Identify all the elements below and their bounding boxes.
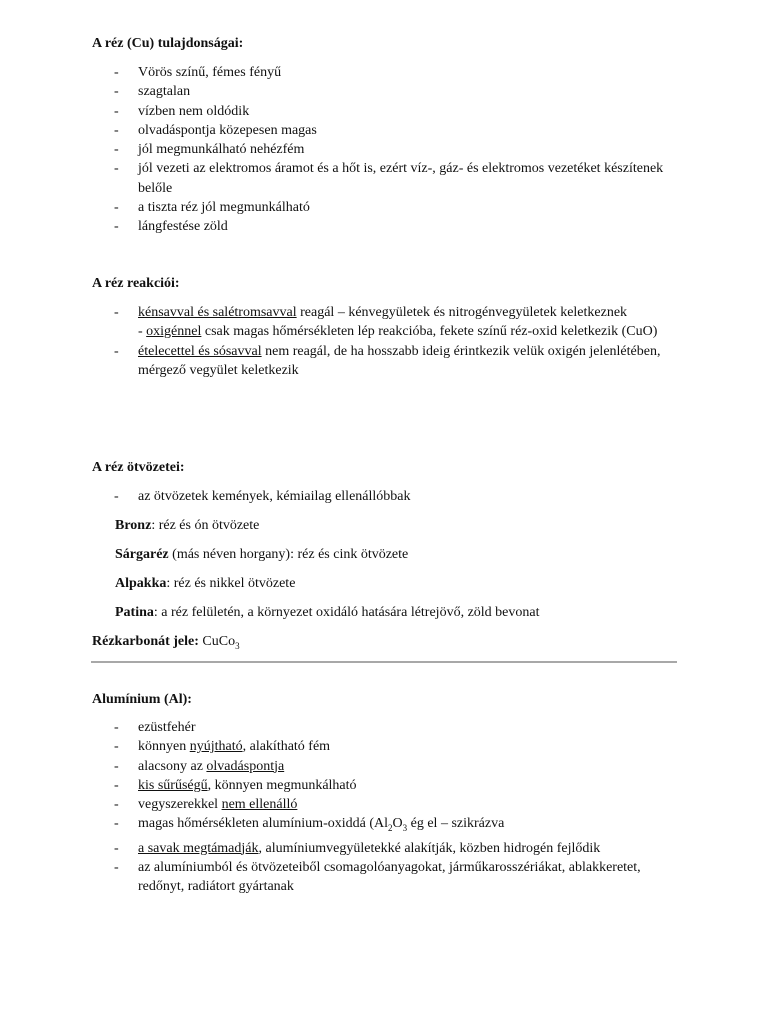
sargarez-label: Sárgaréz bbox=[115, 547, 169, 562]
list-item bbox=[92, 839, 682, 858]
aluminium-heading: Alumínium (Al): bbox=[92, 692, 192, 707]
list-item: - lángfestése zöld bbox=[92, 217, 682, 236]
text-part: magas hőmérsékleten alumínium-oxiddá (Al bbox=[138, 816, 388, 832]
list-item: - vízben nem oldódik bbox=[92, 102, 682, 121]
carbonate-subscript: 3 bbox=[235, 640, 240, 651]
oxygen-reaction-line bbox=[138, 322, 682, 341]
list-item bbox=[92, 342, 682, 381]
patina-label: Patina bbox=[115, 605, 154, 620]
list-item: - jól vezeti az elektromos áramot és a hőt is, ezért víz-, gáz- és elektromos vezetéket készítenek belőle bbox=[92, 159, 682, 198]
horizontal-divider bbox=[91, 661, 677, 663]
list-item bbox=[92, 776, 682, 795]
carbonate-formula: CuCo bbox=[198, 634, 236, 649]
aluminium-properties-list bbox=[92, 718, 682, 896]
reaction-text: csak magas hőmérsékleten lép reakcióba, fekete színű réz-oxid keletkezik (CuO) bbox=[201, 324, 658, 340]
vinegar-text: ételecettel és sósavval bbox=[138, 343, 262, 359]
alpakka-label: Alpakka bbox=[115, 576, 167, 591]
copper-alloys-list bbox=[92, 487, 682, 506]
underlined-text: nem ellenálló bbox=[221, 797, 298, 813]
copper-reactions-list bbox=[92, 303, 682, 380]
underlined-text: nyújtható bbox=[189, 739, 243, 755]
reaction-text: nem reagál, de ha hosszabb ideig érintkezik velük oxigén jelenlétében, mérgező vegyület keletkezik bbox=[138, 343, 661, 378]
list-item: - olvadáspontja közepesen magas bbox=[92, 121, 682, 140]
list-item: - Vörös színű, fémes fényű bbox=[92, 63, 682, 82]
copper-properties-list bbox=[92, 63, 682, 237]
bronz-label: Bronz bbox=[115, 518, 152, 533]
text-part: O bbox=[392, 816, 403, 832]
text-part: , alumíniumvegyületekké alakítják, közben hidrogén fejlődik bbox=[258, 840, 601, 856]
carbonate-label: Rézkarbonát jele: bbox=[92, 634, 199, 649]
patina-text: : a réz felületén, a környezet oxidáló hatására létrejövő, zöld bevonat bbox=[153, 605, 540, 620]
copper-reactions-heading: A réz reakciói: bbox=[92, 276, 180, 291]
list-item bbox=[92, 814, 682, 838]
text-part: , könnyen megmunkálható bbox=[207, 777, 357, 793]
text-part: alacsony az bbox=[138, 758, 207, 774]
underlined-text: olvadáspontja bbox=[206, 758, 285, 774]
oxygen-text: oxigénnel bbox=[146, 324, 202, 340]
patina-line bbox=[115, 603, 695, 622]
list-item bbox=[92, 737, 682, 756]
acids-text: kénsavval és salétromsavval bbox=[138, 305, 297, 320]
list-item: - jól megmunkálható nehézfém bbox=[92, 140, 682, 159]
list-item bbox=[92, 795, 682, 814]
list-item bbox=[92, 303, 682, 342]
copper-properties-heading: A réz (Cu) tulajdonságai: bbox=[92, 36, 244, 51]
copper-alloys-heading: A réz ötvözetei: bbox=[92, 460, 185, 475]
underlined-text: a savak megtámadják bbox=[138, 840, 259, 856]
bronz-line bbox=[115, 516, 695, 535]
text-part: vegyszerekkel bbox=[138, 797, 222, 813]
list-item: - szagtalan bbox=[92, 82, 682, 101]
sargarez-text: (más néven horgany): réz és cink ötvözete bbox=[168, 547, 409, 562]
dash-text: - bbox=[138, 324, 147, 340]
text-part: , alakítható fém bbox=[242, 739, 331, 755]
underlined-text: kis sűrűségű bbox=[138, 777, 208, 793]
sargarez-line bbox=[115, 545, 695, 564]
list-item bbox=[92, 757, 682, 776]
reaction-text: reagál – kénvegyületek és nitrogénvegyületek keletkeznek bbox=[296, 305, 628, 320]
list-item: - a tiszta réz jól megmunkálható bbox=[92, 198, 682, 217]
bronz-text: : réz és ón ötvözete bbox=[151, 518, 260, 533]
subscript: 2 bbox=[388, 823, 393, 834]
alpakka-line bbox=[115, 574, 695, 593]
text-part: könnyen bbox=[138, 739, 190, 755]
carbonate-line bbox=[92, 632, 240, 656]
list-item: - az alumíniumból és ötvözeteiből csomagolóanyagokat, járműkarosszériákat, ablakkeretet, redőnyt, radiátort gyártanak bbox=[92, 858, 682, 897]
subscript: 3 bbox=[402, 823, 408, 834]
alpakka-text: : réz és nikkel ötvözete bbox=[166, 576, 296, 591]
list-item: - az ötvözetek kemények, kémiailag ellenállóbbak bbox=[92, 487, 682, 506]
list-item: - ezüstfehér bbox=[92, 718, 682, 737]
text-part: ég el – szikrázva bbox=[407, 816, 505, 832]
